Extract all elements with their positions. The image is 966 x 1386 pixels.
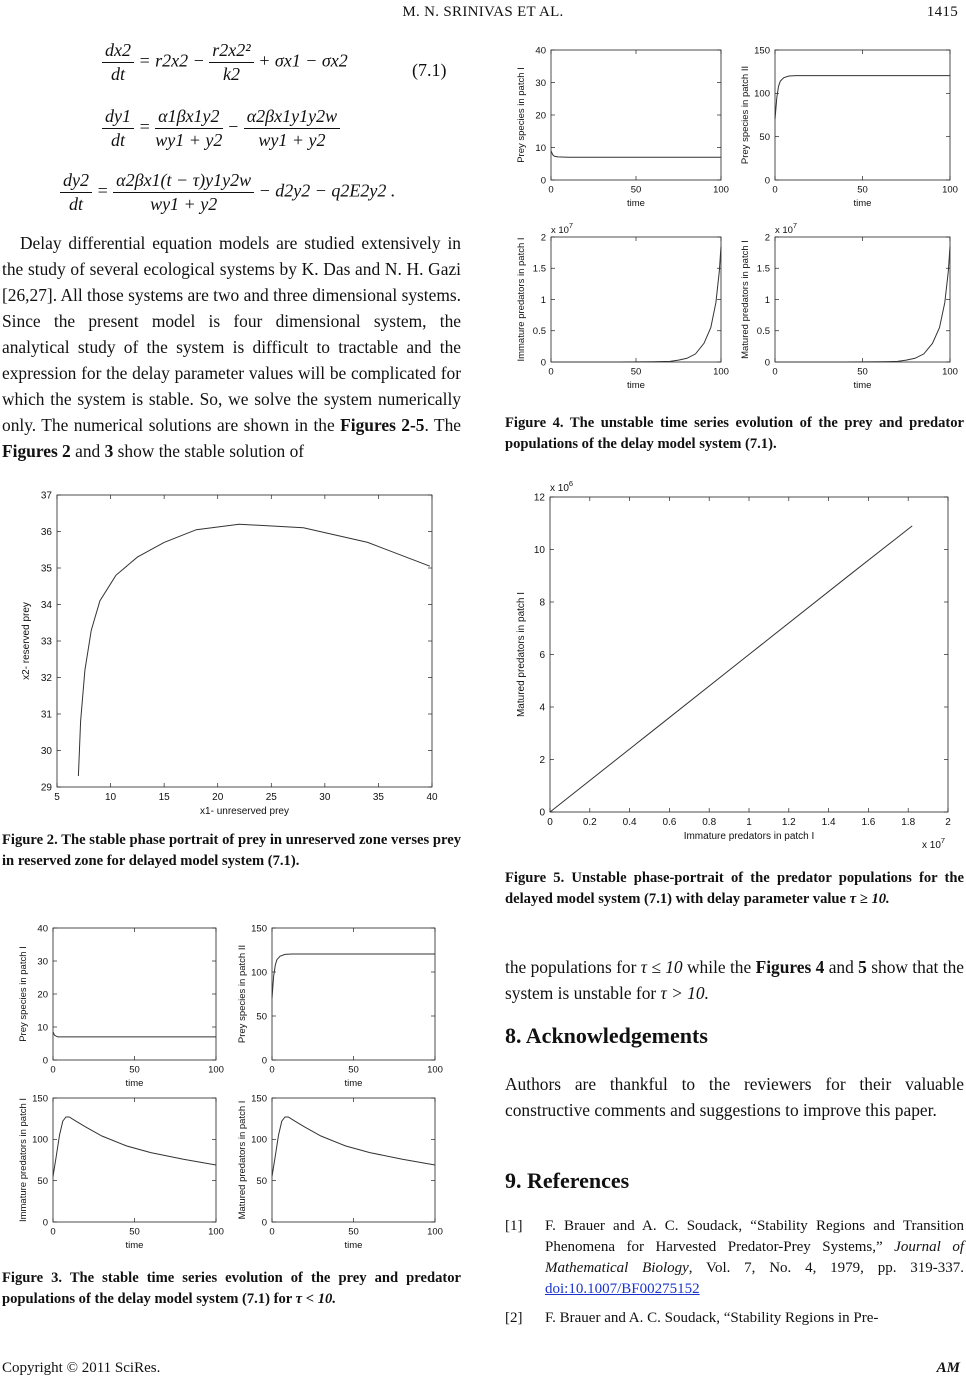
x-tick-label: 100 — [942, 366, 958, 378]
x-tick-label: 0 — [547, 817, 553, 828]
x-tick-label: 0 — [50, 1064, 56, 1076]
time-series-line — [272, 954, 435, 998]
y-tick-label: 4 — [539, 702, 545, 714]
x-tick-label: 1.6 — [861, 817, 876, 828]
doi-link[interactable]: doi:10.1007/BF00275152 — [545, 1281, 700, 1297]
phase-portrait-line — [550, 526, 912, 812]
footer-copyright: Copyright © 2011 SciRes. — [2, 1360, 161, 1376]
x-tick-label: 25 — [265, 792, 277, 803]
x-tick-label: 40 — [426, 792, 438, 803]
figure-2-chart — [0, 485, 462, 820]
axes-box — [551, 237, 721, 362]
y-tick-label: 2 — [540, 232, 546, 244]
x-tick-label: 50 — [857, 184, 868, 196]
axis-multiplier: x $10^7$ — [922, 836, 946, 851]
figure-5-caption: Figure 5. Unstable phase-portrait of the predator populations for the delayed model system (7.1) with delay parameter value τ ≥ 10. — [505, 870, 964, 907]
x-tick-label: 1 — [746, 817, 752, 828]
x-tick-label: 50 — [129, 1226, 140, 1238]
x-axis-label: time — [627, 380, 645, 391]
x-axis-label: time — [853, 198, 872, 209]
y-tick-label: 100 — [754, 88, 770, 100]
y-tick-label: 2 — [764, 232, 770, 244]
x-axis-label: x1- unreserved prey — [200, 806, 289, 817]
x-tick-label: 0.6 — [662, 817, 677, 828]
x-axis-label: time — [125, 1240, 144, 1251]
x-tick-label: 50 — [348, 1064, 359, 1076]
y-tick-label: 37 — [40, 490, 52, 502]
time-series-line — [272, 1117, 435, 1177]
equation-line-3: $\frac{dy2}{dt}$ = $\frac{\alpha 2\beta x1(t - \tau)y1y2w}{wy1 + y2}$ − d2y2 − q2E2y2 . — [60, 170, 395, 226]
x-tick-label: 0 — [772, 184, 778, 196]
x-axis-label: time — [125, 1078, 144, 1089]
running-head: M. N. SRINIVAS ET AL. — [402, 4, 564, 20]
axis-multiplier: x $10^7$ — [775, 222, 797, 236]
x-axis-label: time — [344, 1078, 363, 1089]
equation-line-1: $\frac{dx2}{dt}$ = r2x2 − $\frac{\text{r2x2²}}{k2}$ + σx1 − σx2 — [102, 40, 348, 96]
x-tick-label: 2 — [945, 817, 951, 828]
axis-multiplier: x $10^7$ — [551, 222, 573, 236]
x-axis-label: Immature predators in patch I — [683, 831, 815, 842]
x-tick-label: 100 — [208, 1064, 224, 1076]
y-tick-label: 1 — [540, 294, 546, 306]
y-tick-label: 40 — [37, 923, 48, 935]
x-tick-label: 1.4 — [821, 817, 836, 828]
x-tick-label: 50 — [857, 366, 868, 378]
y-tick-label: 34 — [40, 600, 52, 611]
y-tick-label: 0.5 — [532, 326, 546, 338]
x-tick-label: 10 — [105, 792, 117, 803]
y-tick-label: 30 — [37, 956, 48, 968]
y-axis-label: x2- reserved prey — [21, 602, 32, 680]
time-series-line — [775, 246, 950, 362]
body-paragraph-right: the populations for τ ≤ 10 while the Figures 4 and 5 show that the system is unstable for τ > 10. — [505, 957, 964, 1003]
y-axis-label: Matured predators in patch I — [516, 591, 527, 718]
y-tick-label: 8 — [539, 597, 545, 609]
x-axis-label: time — [853, 380, 872, 391]
footer-journal: AM — [936, 1360, 960, 1376]
y-tick-label: 0 — [764, 357, 770, 369]
equation-number: (7.1) — [412, 60, 447, 80]
ack-text: Authors are thankful to the reviewers for their valuable constructive comments and suggestions to improve this paper. — [505, 1074, 964, 1120]
equation-line-2: $\frac{dy1}{dt}$ = $\frac{\alpha 1\beta x1y2}{wy1 + y2}$ − $\frac{\alpha 2\beta x1y1y2w}{wy1 + y2}$ — [102, 106, 340, 162]
y-tick-label: 35 — [40, 563, 52, 575]
figure-4-caption: Figure 4. The unstable time series evolution of the prey and predator populations of the delay model system (7.1). — [505, 415, 964, 452]
y-tick-label: 30 — [535, 77, 546, 89]
y-tick-label: 0 — [539, 807, 545, 819]
y-axis-label: Prey species in patch II — [237, 944, 248, 1044]
x-tick-label: 20 — [212, 792, 224, 803]
body-paragraph-left: Delay differential equation models are studied extensively in the study of several ecological systems by K. Das and N. H. Gazi [26,27]. All those systems are two and three dimensional systems. Since the present model is four dimensional system, the analytical study of the system is difficult to tractable and the expression for the delay parameter values will be complicated for which the system is stable. So, we solve the system numerically only. The numerical solutions are shown in the Figures 2-5. The Figures 2 and 3 show the stable solution of — [2, 233, 461, 461]
x-axis-label: time — [344, 1240, 363, 1251]
x-tick-label: 100 — [713, 184, 729, 196]
axes-box — [53, 928, 216, 1060]
reference-item: [1] F. Brauer and A. C. Soudack, “Stability Regions and Transition Phenomena for Harvested Predator-Prey Systems,” Journal of Mathematical Biology, Vol. 7, No. 4, 1979, pp. 319-337. doi:10.1007/BF00275152 — [505, 1218, 965, 1297]
figure-5-chart — [505, 475, 965, 855]
y-tick-label: 150 — [251, 923, 267, 935]
x-tick-label: 5 — [54, 792, 60, 803]
x-tick-label: 0.2 — [582, 817, 597, 828]
x-tick-label: 0 — [548, 366, 554, 378]
y-tick-label: 150 — [251, 1093, 267, 1105]
axes-box — [775, 237, 950, 362]
y-tick-label: 2 — [539, 755, 545, 766]
axes-box — [775, 50, 950, 180]
time-series-line — [53, 1117, 216, 1177]
y-tick-label: 150 — [754, 45, 770, 57]
time-series-line — [775, 76, 950, 120]
y-axis-label: Prey species in patch I — [18, 946, 29, 1042]
y-axis-label: Prey species in patch II — [740, 65, 751, 165]
y-tick-label: 1.5 — [756, 263, 770, 275]
y-tick-label: 10 — [535, 142, 546, 154]
x-tick-label: 0 — [269, 1226, 275, 1238]
y-tick-label: 12 — [533, 492, 545, 504]
y-tick-label: 100 — [251, 1134, 267, 1146]
x-tick-label: 50 — [630, 184, 642, 196]
y-tick-label: 1.5 — [532, 263, 546, 275]
x-tick-label: 100 — [942, 184, 958, 196]
y-tick-label: 100 — [32, 1134, 48, 1146]
x-tick-label: 100 — [427, 1226, 443, 1238]
x-tick-label: 0.4 — [622, 817, 637, 828]
x-tick-label: 1.8 — [901, 817, 916, 828]
y-tick-label: 50 — [256, 1175, 267, 1187]
x-tick-label: 0 — [772, 366, 778, 378]
y-tick-label: 50 — [37, 1175, 48, 1187]
references-heading: 9. References — [505, 1168, 630, 1193]
page-number: 1415 — [926, 4, 958, 20]
time-series-line — [551, 151, 721, 158]
x-tick-label: 1.2 — [781, 817, 796, 828]
y-tick-label: 150 — [32, 1093, 48, 1105]
y-tick-label: 20 — [37, 989, 48, 1001]
figure-4-chart — [505, 30, 965, 400]
y-tick-label: 6 — [539, 650, 545, 661]
x-tick-label: 0 — [50, 1226, 56, 1238]
x-tick-label: 50 — [129, 1064, 140, 1076]
axes-box — [272, 928, 435, 1060]
y-tick-label: 30 — [40, 746, 52, 757]
x-tick-label: 30 — [319, 792, 331, 803]
y-axis-label: Matured predators in patch I — [740, 240, 751, 359]
y-tick-label: 10 — [37, 1022, 48, 1034]
y-tick-label: 50 — [759, 131, 770, 143]
axes-box — [57, 495, 432, 787]
x-axis-label: time — [627, 198, 645, 209]
figure-2-caption: Figure 2. The stable phase portrait of prey in unreserved zone verses prey in reserved zone for delayed model system (7.1). — [2, 832, 461, 869]
y-tick-label: 29 — [40, 782, 52, 794]
x-tick-label: 50 — [348, 1226, 359, 1238]
y-axis-label: Matured predators in patch I — [237, 1100, 248, 1220]
y-tick-label: 0 — [42, 1217, 48, 1229]
x-tick-label: 100 — [427, 1064, 443, 1076]
y-axis-label: Immature predators in patch I — [516, 237, 527, 362]
y-tick-label: 10 — [533, 545, 545, 556]
time-series-line — [551, 246, 721, 362]
phase-portrait-line — [78, 524, 430, 776]
axis-multiplier: x $10^6$ — [550, 479, 574, 494]
y-axis-label: Immature predators in patch I — [18, 1097, 29, 1223]
figure-3-caption: Figure 3. The stable time series evolution of the prey and predator populations of the delay model system (7.1) for τ < 10. — [2, 1270, 461, 1307]
y-tick-label: 31 — [40, 709, 52, 721]
y-axis-label: Prey species in patch I — [516, 67, 527, 163]
y-tick-label: 0.5 — [756, 326, 770, 338]
y-tick-label: 0 — [261, 1217, 267, 1229]
x-tick-label: 100 — [208, 1226, 224, 1238]
axes-box — [551, 50, 721, 180]
y-tick-label: 36 — [40, 527, 52, 538]
y-tick-label: 50 — [256, 1011, 267, 1023]
x-tick-label: 0 — [548, 184, 554, 196]
y-tick-label: 32 — [40, 673, 52, 684]
axes-box — [53, 1098, 216, 1222]
y-tick-label: 0 — [540, 357, 546, 369]
x-tick-label: 0 — [269, 1064, 275, 1076]
y-tick-label: 33 — [40, 636, 52, 648]
y-tick-label: 0 — [540, 175, 546, 187]
figure-3-chart — [0, 915, 462, 1260]
x-tick-label: 15 — [158, 792, 170, 803]
y-tick-label: 0 — [261, 1055, 267, 1067]
reference-item: [2] F. Brauer and A. C. Soudack, “Stability Regions in Pre- — [505, 1310, 879, 1326]
y-tick-label: 100 — [251, 967, 267, 979]
y-tick-label: 40 — [535, 45, 546, 57]
y-tick-label: 0 — [42, 1055, 48, 1067]
y-tick-label: 0 — [764, 175, 770, 187]
x-tick-label: 0.8 — [702, 817, 717, 828]
time-series-line — [53, 1032, 216, 1037]
y-tick-label: 1 — [764, 294, 770, 306]
y-tick-label: 20 — [535, 110, 546, 122]
axes-box — [272, 1098, 435, 1222]
x-tick-label: 100 — [713, 366, 729, 378]
ack-heading: 8. Acknowledgements — [505, 1023, 708, 1048]
x-tick-label: 35 — [372, 792, 384, 803]
x-tick-label: 50 — [630, 366, 642, 378]
